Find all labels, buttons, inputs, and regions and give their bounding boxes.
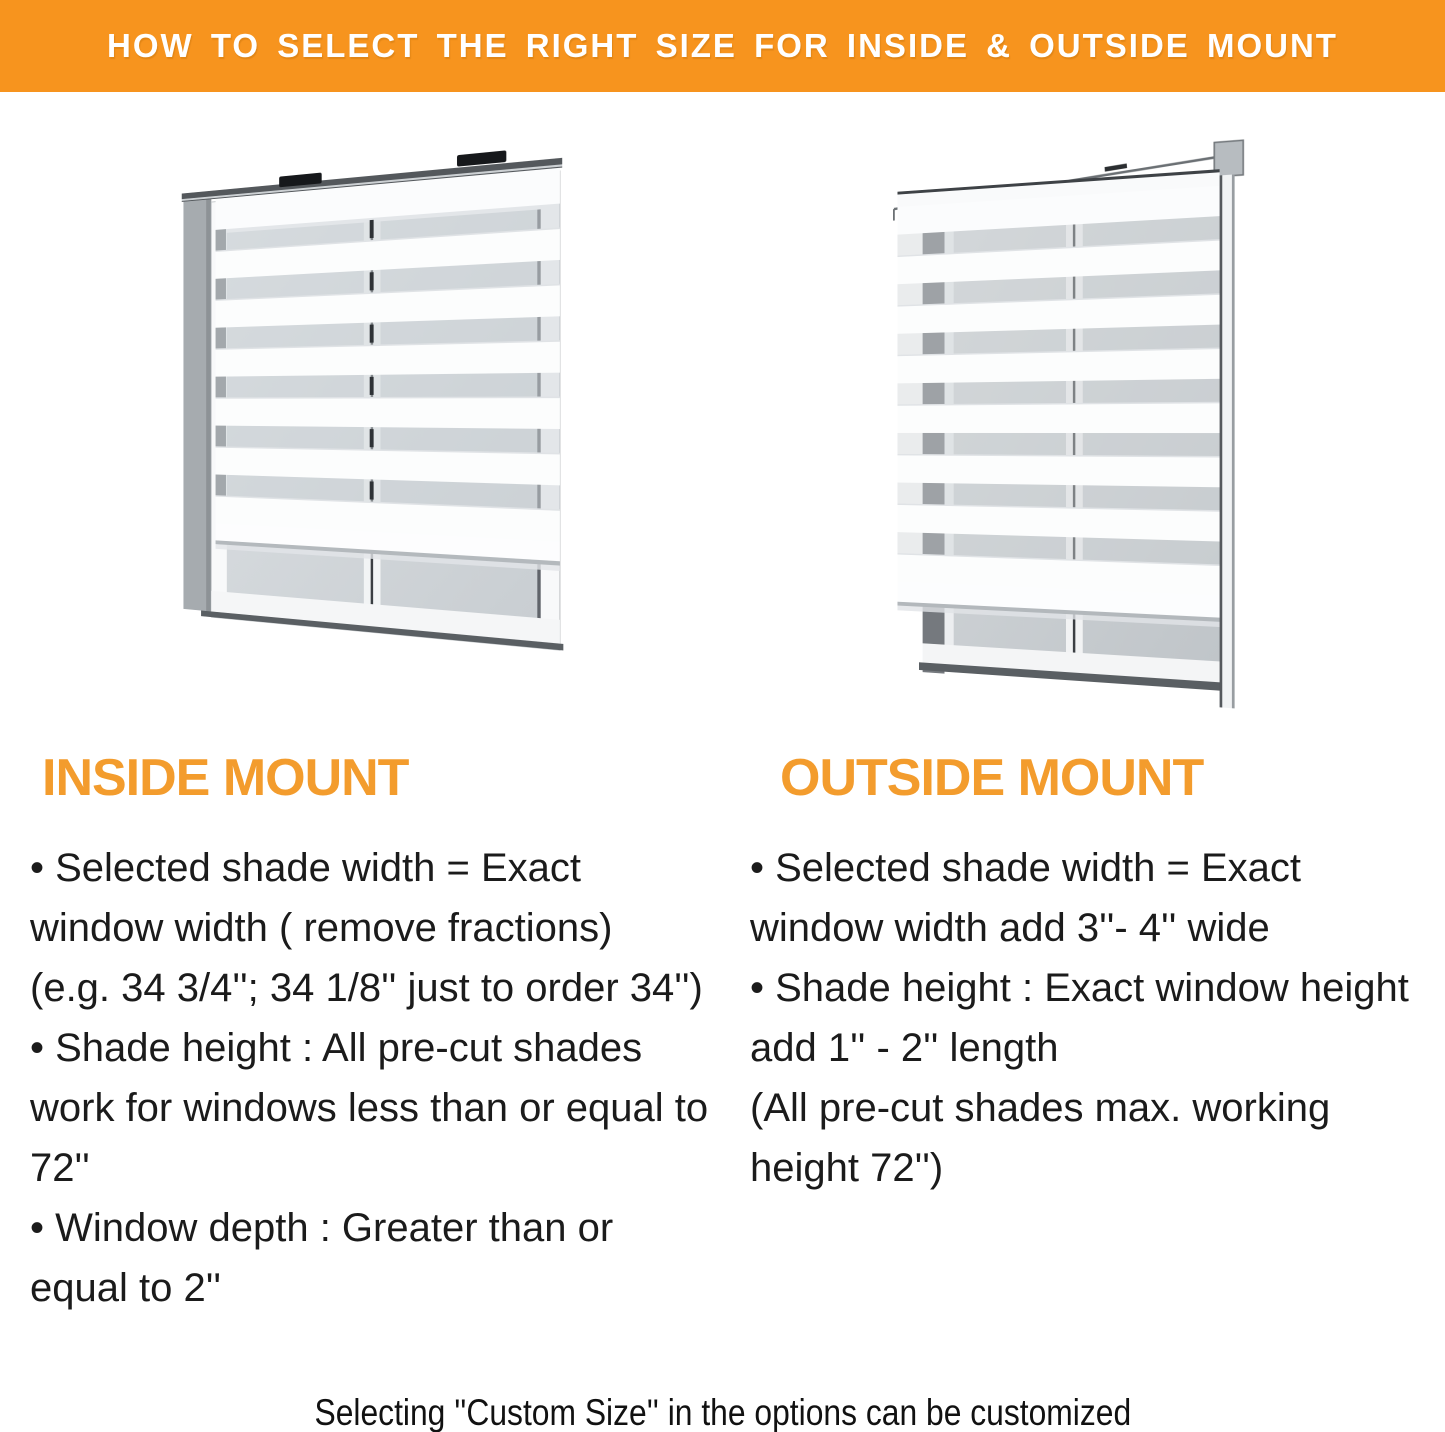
outside-mount-window-image: [892, 137, 1256, 727]
text-line: work for windows less than or equal to: [30, 1086, 709, 1130]
text-line: (All pre-cut shades max. working: [750, 1086, 1331, 1130]
outside-mount-heading: OUTSIDE MOUNT: [780, 749, 1204, 807]
text-line: (e.g. 34 3/4''; 34 1/8'' just to order 34''): [30, 966, 703, 1010]
text-line: height 72''): [750, 1146, 944, 1190]
text-line: equal to 2'': [30, 1266, 221, 1310]
footer-note: Selecting ''Custom Size'' in the options can be customized: [314, 1392, 1131, 1432]
inside-mount-illustration: [178, 142, 569, 664]
inside-mount-heading: INSIDE MOUNT: [42, 749, 409, 807]
banner-title: HOW TO SELECT THE RIGHT SIZE FOR INSIDE & OUTSIDE MOUNT: [107, 27, 1338, 64]
window-right-frame: [1220, 174, 1235, 708]
outside-mount-illustration: [892, 137, 1256, 727]
text-line: window width add 3''- 4'' wide: [750, 906, 1270, 950]
outside-mount-text: [750, 838, 1409, 1198]
text-line: 72'': [30, 1146, 90, 1190]
text-line: • Shade height : All pre-cut shades: [30, 1026, 643, 1070]
footer: [0, 1392, 1445, 1432]
inside-mount-window-image: [178, 142, 569, 664]
text-line: • Selected shade width = Exact: [750, 846, 1301, 890]
banner: [0, 0, 1445, 92]
zebra-blind: [897, 169, 1219, 627]
zebra-blind: [216, 168, 560, 571]
text-line: • Shade height : Exact window height: [750, 966, 1409, 1010]
inside-mount-text: [30, 838, 708, 1318]
text-line: • Selected shade width = Exact: [30, 846, 581, 890]
text-line: • Window depth : Greater than or: [30, 1206, 614, 1250]
text-line: window width ( remove fractions): [30, 906, 613, 950]
text-line: add 1'' - 2'' length: [750, 1026, 1059, 1070]
